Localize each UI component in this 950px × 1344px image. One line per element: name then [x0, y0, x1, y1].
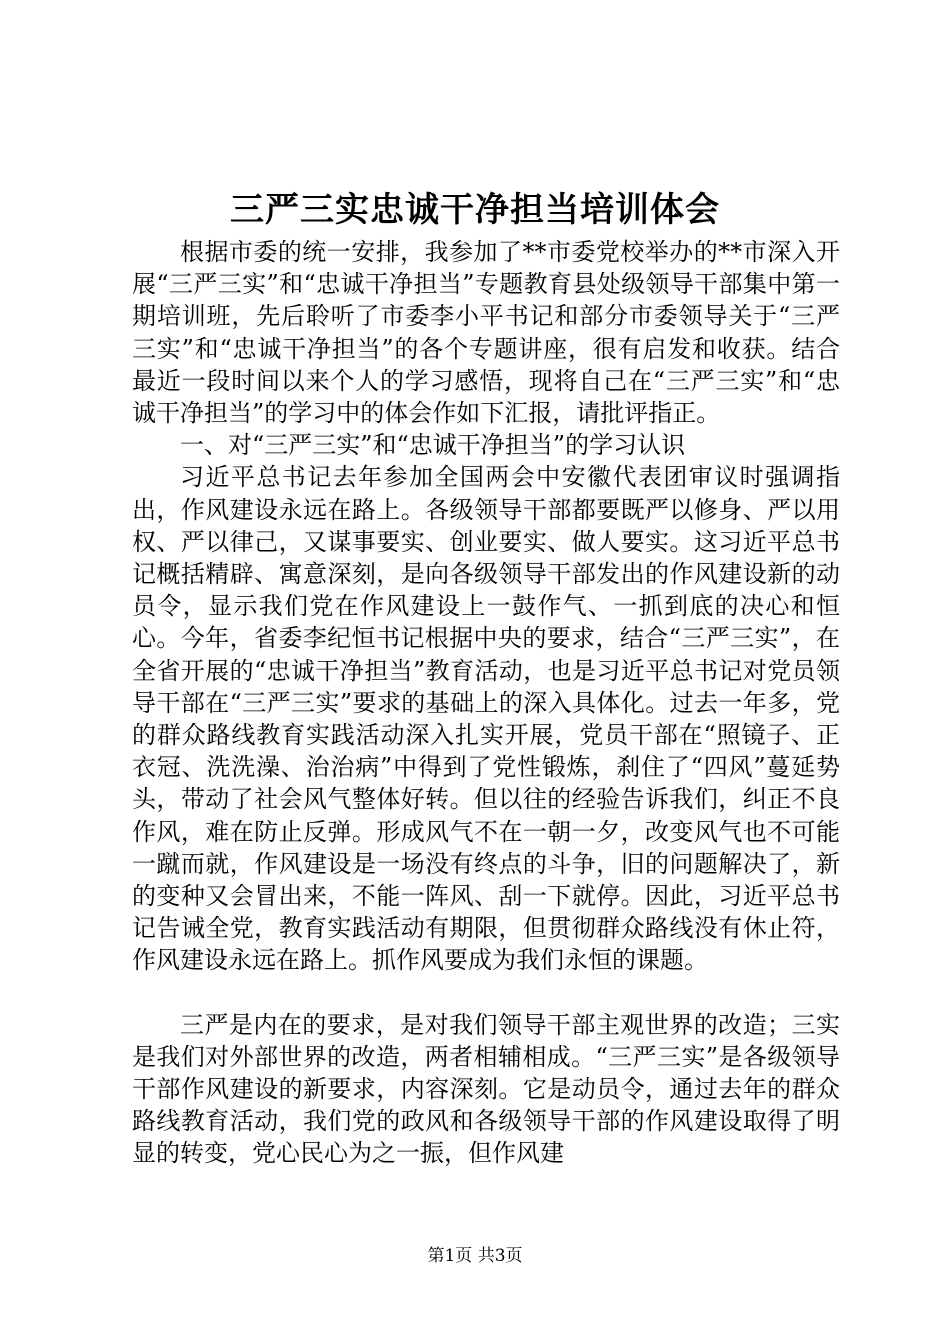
document-body	[132, 236, 840, 1170]
paragraph-three-strict: 三严是内在的要求，是对我们领导干部主观世界的改造；三实是我们对外部世界的改造，两者相辅相成。“三严三实”是各级领导干部作风建设的新要求，内容深刻。它是动员令，通过去年的群众路线教育活动，我们党的政风和各级领导干部的作风建设取得了明显的转变，党心民心为之一振，但作风建	[132, 1010, 840, 1168]
paragraph-intro: 根据市委的统一安排，我参加了**市委党校举办的**市深入开展“三严三实”和“忠诚干净担当”专题教育县处级领导干部集中第一期培训班，先后聆听了市委李小平书记和部分市委领导关于“三严三实”和“忠诚干净担当”的各个专题讲座，很有启发和收获。结合最近一段时间以来个人的学习感悟，现将自己在“三严三实”和“忠诚干净担当”的学习中的体会作如下汇报，请批评指正。	[132, 238, 840, 428]
paragraph-gap	[132, 977, 840, 1009]
document-title: 三严三实忠诚干净担当培训体会	[230, 190, 720, 230]
section-heading: 一、对“三严三实”和“忠诚干净担当”的学习认识	[180, 431, 686, 460]
page-number-footer: 第1页 共3页	[427, 1246, 523, 1266]
paragraph-study-understanding: 习近平总书记去年参加全国两会中安徽代表团审议时强调指出，作风建设永远在路上。各级领导干部都要既严以修身、严以用权、严以律己，又谋事要实、创业要实、做人要实。这习近平总书记概括精辟、寓意深刻，是向各级领导干部发出的作风建设新的动员令，显示我们党在作风建设上一鼓作气、一抓到底的决心和恒心。今年，省委李纪恒书记根据中央的要求，结合“三严三实”，在全省开展的“忠诚干净担当”教育活动，也是习近平总书记对党员领导干部在“三严三实”要求的基础上的深入具体化。过去一年多，党的群众路线教育实践活动深入扎实开展，党员干部在“照镜子、正衣冠、洗洗澡、治治病”中得到了党性锻炼，刹住了“四风”蔓延势头，带动了社会风气整体好转。但以往的经验告诉我们，纠正不良作风，难在防止反弹。形成风气不在一朝一夕，改变风气也不可能一蹴而就，作风建设是一场没有终点的斗争，旧的问题解决了，新的变种又会冒出来，不能一阵风、刮一下就停。因此，习近平总书记告诫全党，教育实践活动有期限，但贯彻群众路线没有休止符，作风建设永远在路上。抓作风要成为我们永恒的课题。	[132, 463, 840, 975]
